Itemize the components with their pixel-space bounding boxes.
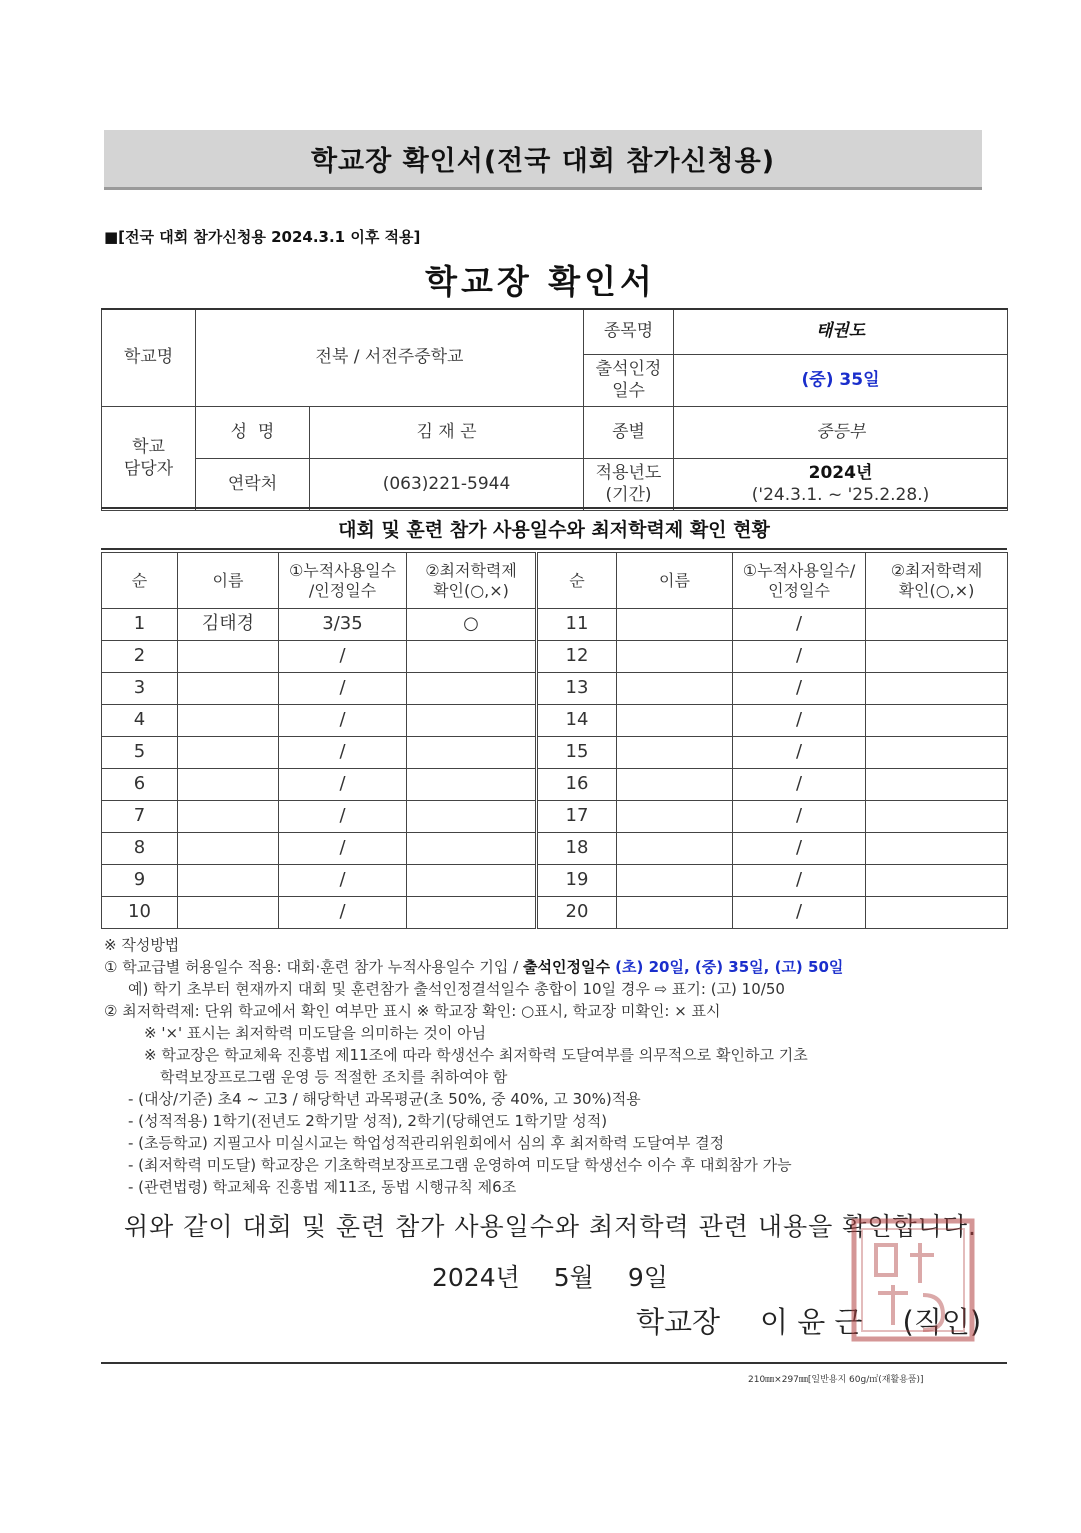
row-min-check xyxy=(407,865,537,897)
confirmation-statement: 위와 같이 대회 및 훈련 참가 사용일수와 최저학력 관련 내용을 확인합니다. xyxy=(124,1212,977,1241)
row-name xyxy=(617,641,733,673)
col-name: 이름 xyxy=(178,553,279,609)
row-number: 7 xyxy=(102,801,178,833)
detail-1: - (대상/기준) 초4 ~ 고3 / 해당학년 과목평균(초 50%, 중 40%, 고 30%)적용 xyxy=(128,1090,641,1108)
row-min-check xyxy=(866,705,1008,737)
row-number: 4 xyxy=(102,705,178,737)
row-name xyxy=(617,897,733,929)
note-2c: 학력보장프로그램 운영 등 적절한 조치를 취하여야 함 xyxy=(160,1068,508,1086)
row-min-check xyxy=(866,737,1008,769)
row-name xyxy=(178,673,279,705)
note-1-example: 예) 학기 초부터 현재까지 대회 및 훈련참가 출석인정결석일수 총합이 10일 경우 ⇨ 표기: (고) 10/50 xyxy=(128,980,785,998)
name-value: 김 재 곤 xyxy=(310,407,584,459)
row-number: 20 xyxy=(537,897,617,929)
row-min-check xyxy=(407,769,537,801)
row-number: 1 xyxy=(102,609,178,641)
row-number: 14 xyxy=(537,705,617,737)
row-number: 10 xyxy=(102,897,178,929)
row-name xyxy=(178,865,279,897)
official-seal-icon xyxy=(848,1215,978,1345)
table-row xyxy=(102,897,1008,929)
row-number: 18 xyxy=(537,833,617,865)
form-title: 학교장 확인서 xyxy=(425,262,656,301)
row-number: 3 xyxy=(102,673,178,705)
row-used-days: / xyxy=(279,833,407,865)
section-title: 대회 및 훈련 참가 사용일수와 최저학력제 확인 현황 xyxy=(101,507,1007,550)
row-used-days: / xyxy=(279,673,407,705)
row-number: 2 xyxy=(102,641,178,673)
row-used-days: / xyxy=(279,737,407,769)
table-row xyxy=(102,801,1008,833)
row-number: 8 xyxy=(102,833,178,865)
row-min-check xyxy=(866,833,1008,865)
row-used-days: / xyxy=(733,737,866,769)
row-name xyxy=(617,609,733,641)
contact-value: (063)221-5944 xyxy=(310,459,584,511)
row-min-check xyxy=(407,897,537,929)
note-1: ① 학교급별 허용일수 적용: 대회·훈련 참가 누적사용일수 기입 / 출석인정일수 (초) 20일, (중) 35일, (고) 50일 xyxy=(104,958,844,976)
row-min-check xyxy=(866,609,1008,641)
row-number: 16 xyxy=(537,769,617,801)
event-label: 종목명 xyxy=(584,309,674,355)
col-min: ②최저학력제 확인(○,×) xyxy=(866,553,1008,609)
table-row xyxy=(102,641,1008,673)
attend-label: 출석인정 일수 xyxy=(584,355,674,407)
row-name xyxy=(178,769,279,801)
row-used-days: / xyxy=(279,705,407,737)
row-name xyxy=(178,833,279,865)
row-used-days: / xyxy=(733,833,866,865)
row-number: 11 xyxy=(537,609,617,641)
row-used-days: / xyxy=(733,673,866,705)
contact-label: 연락처 xyxy=(196,459,310,511)
paper-spec: 210㎜×297㎜[일반용지 60g/㎡(재활용품)] xyxy=(748,1375,924,1385)
name-label: 성 명 xyxy=(196,407,310,459)
row-name xyxy=(178,641,279,673)
row-number: 17 xyxy=(537,801,617,833)
row-name xyxy=(617,673,733,705)
stamp-label: (직인) xyxy=(902,1305,982,1339)
attend-value: (중) 35일 xyxy=(674,355,1008,407)
notes-heading: ※ 작성방법 xyxy=(104,936,180,954)
detail-5: - (관련법령) 학교체육 진흥법 제11조, 동법 시행규칙 제6조 xyxy=(128,1178,517,1196)
row-name xyxy=(617,833,733,865)
row-used-days: / xyxy=(733,705,866,737)
row-name xyxy=(178,897,279,929)
school-value: 전북 / 서전주중학교 xyxy=(196,309,584,407)
sign-label: 학교장 xyxy=(636,1305,721,1339)
category-label: 종별 xyxy=(584,407,674,459)
table-row xyxy=(102,865,1008,897)
event-value: 태권도 xyxy=(674,309,1008,355)
row-number: 9 xyxy=(102,865,178,897)
row-name xyxy=(178,705,279,737)
date-day: 9일 xyxy=(627,1263,668,1292)
row-min-check xyxy=(866,865,1008,897)
row-min-check xyxy=(407,673,537,705)
col-used: ①누적사용일수/ 인정일수 xyxy=(733,553,866,609)
col-min: ②최저학력제 확인(○,×) xyxy=(407,553,537,609)
row-min-check: ○ xyxy=(407,609,537,641)
note-2a: ※ '×' 표시는 최저학력 미도달을 의미하는 것이 아님 xyxy=(144,1024,487,1042)
row-min-check xyxy=(866,769,1008,801)
table-row xyxy=(102,737,1008,769)
application-tag: ■[전국 대회 참가신청용 2024.3.1 이후 적용] xyxy=(104,228,421,246)
row-min-check xyxy=(866,801,1008,833)
row-used-days: / xyxy=(279,641,407,673)
school-label: 학교명 xyxy=(102,309,196,407)
row-name xyxy=(617,705,733,737)
table-header xyxy=(102,553,1008,609)
row-name xyxy=(617,865,733,897)
row-number: 5 xyxy=(102,737,178,769)
row-number: 12 xyxy=(537,641,617,673)
row-used-days: / xyxy=(279,801,407,833)
row-number: 15 xyxy=(537,737,617,769)
date-year: 2024년 xyxy=(432,1263,520,1292)
row-name xyxy=(617,801,733,833)
table-row xyxy=(102,833,1008,865)
row-min-check xyxy=(866,897,1008,929)
info-table xyxy=(101,308,1008,511)
col-used: ①누적사용일수 /인정일수 xyxy=(279,553,407,609)
row-min-check xyxy=(407,801,537,833)
date-month: 5월 xyxy=(553,1263,594,1292)
row-used-days: / xyxy=(733,801,866,833)
row-used-days: / xyxy=(279,865,407,897)
row-used-days: / xyxy=(733,897,866,929)
row-name xyxy=(617,769,733,801)
row-name xyxy=(178,801,279,833)
row-used-days: / xyxy=(733,769,866,801)
manager-label: 학교 담당자 xyxy=(102,407,196,511)
row-name xyxy=(617,737,733,769)
row-used-days: / xyxy=(733,865,866,897)
row-used-days: / xyxy=(733,609,866,641)
table-row xyxy=(102,673,1008,705)
row-used-days: / xyxy=(279,897,407,929)
document-banner: 학교장 확인서(전국 대회 참가신청용) xyxy=(104,130,982,190)
row-used-days: / xyxy=(279,769,407,801)
bottom-divider xyxy=(101,1362,1007,1364)
issue-date xyxy=(432,1258,702,1294)
row-name xyxy=(178,737,279,769)
row-min-check xyxy=(407,737,537,769)
principal-name: 이 윤 근 xyxy=(760,1305,863,1339)
col-name: 이름 xyxy=(617,553,733,609)
row-min-check xyxy=(407,705,537,737)
row-number: 13 xyxy=(537,673,617,705)
table-row xyxy=(102,705,1008,737)
year-label: 적용년도 (기간) xyxy=(584,459,674,511)
detail-2: - (성적적용) 1학기(전년도 2학기말 성적), 2학기(당해연도 1학기말 성적) xyxy=(128,1112,608,1130)
table-row xyxy=(102,769,1008,801)
instructions xyxy=(104,934,1009,1198)
row-name: 김태경 xyxy=(178,609,279,641)
year-value: 2024년 ('24.3.1. ~ '25.2.28.) xyxy=(674,459,1008,511)
detail-4: - (최저학력 미도달) 학교장은 기초학력보장프로그램 운영하여 미도달 학생선수 이수 후 대회참가 가능 xyxy=(128,1156,792,1174)
row-number: 19 xyxy=(537,865,617,897)
note-2b: ※ 학교장은 학교체육 진흥법 제11조에 따라 학생선수 최저학력 도달여부를 의무적으로 확인하고 기초 xyxy=(144,1046,808,1064)
row-min-check xyxy=(866,673,1008,705)
row-min-check xyxy=(866,641,1008,673)
row-number: 6 xyxy=(102,769,178,801)
participant-table xyxy=(101,552,1008,929)
row-min-check xyxy=(407,833,537,865)
row-min-check xyxy=(407,641,537,673)
note-2: ② 최저학력제: 단위 학교에서 확인 여부만 표시 ※ 학교장 확인: ○표시, 학교장 미확인: × 표시 xyxy=(104,1002,721,1020)
row-used-days: 3/35 xyxy=(279,609,407,641)
category-value: 중등부 xyxy=(674,407,1008,459)
col-no: 순 xyxy=(537,553,617,609)
row-used-days: / xyxy=(733,641,866,673)
col-no: 순 xyxy=(102,553,178,609)
table-row xyxy=(102,609,1008,641)
detail-3: - (초등학교) 지필고사 미실시교는 학업성적관리위원회에서 심의 후 최저학력 도달여부 결정 xyxy=(128,1134,725,1152)
